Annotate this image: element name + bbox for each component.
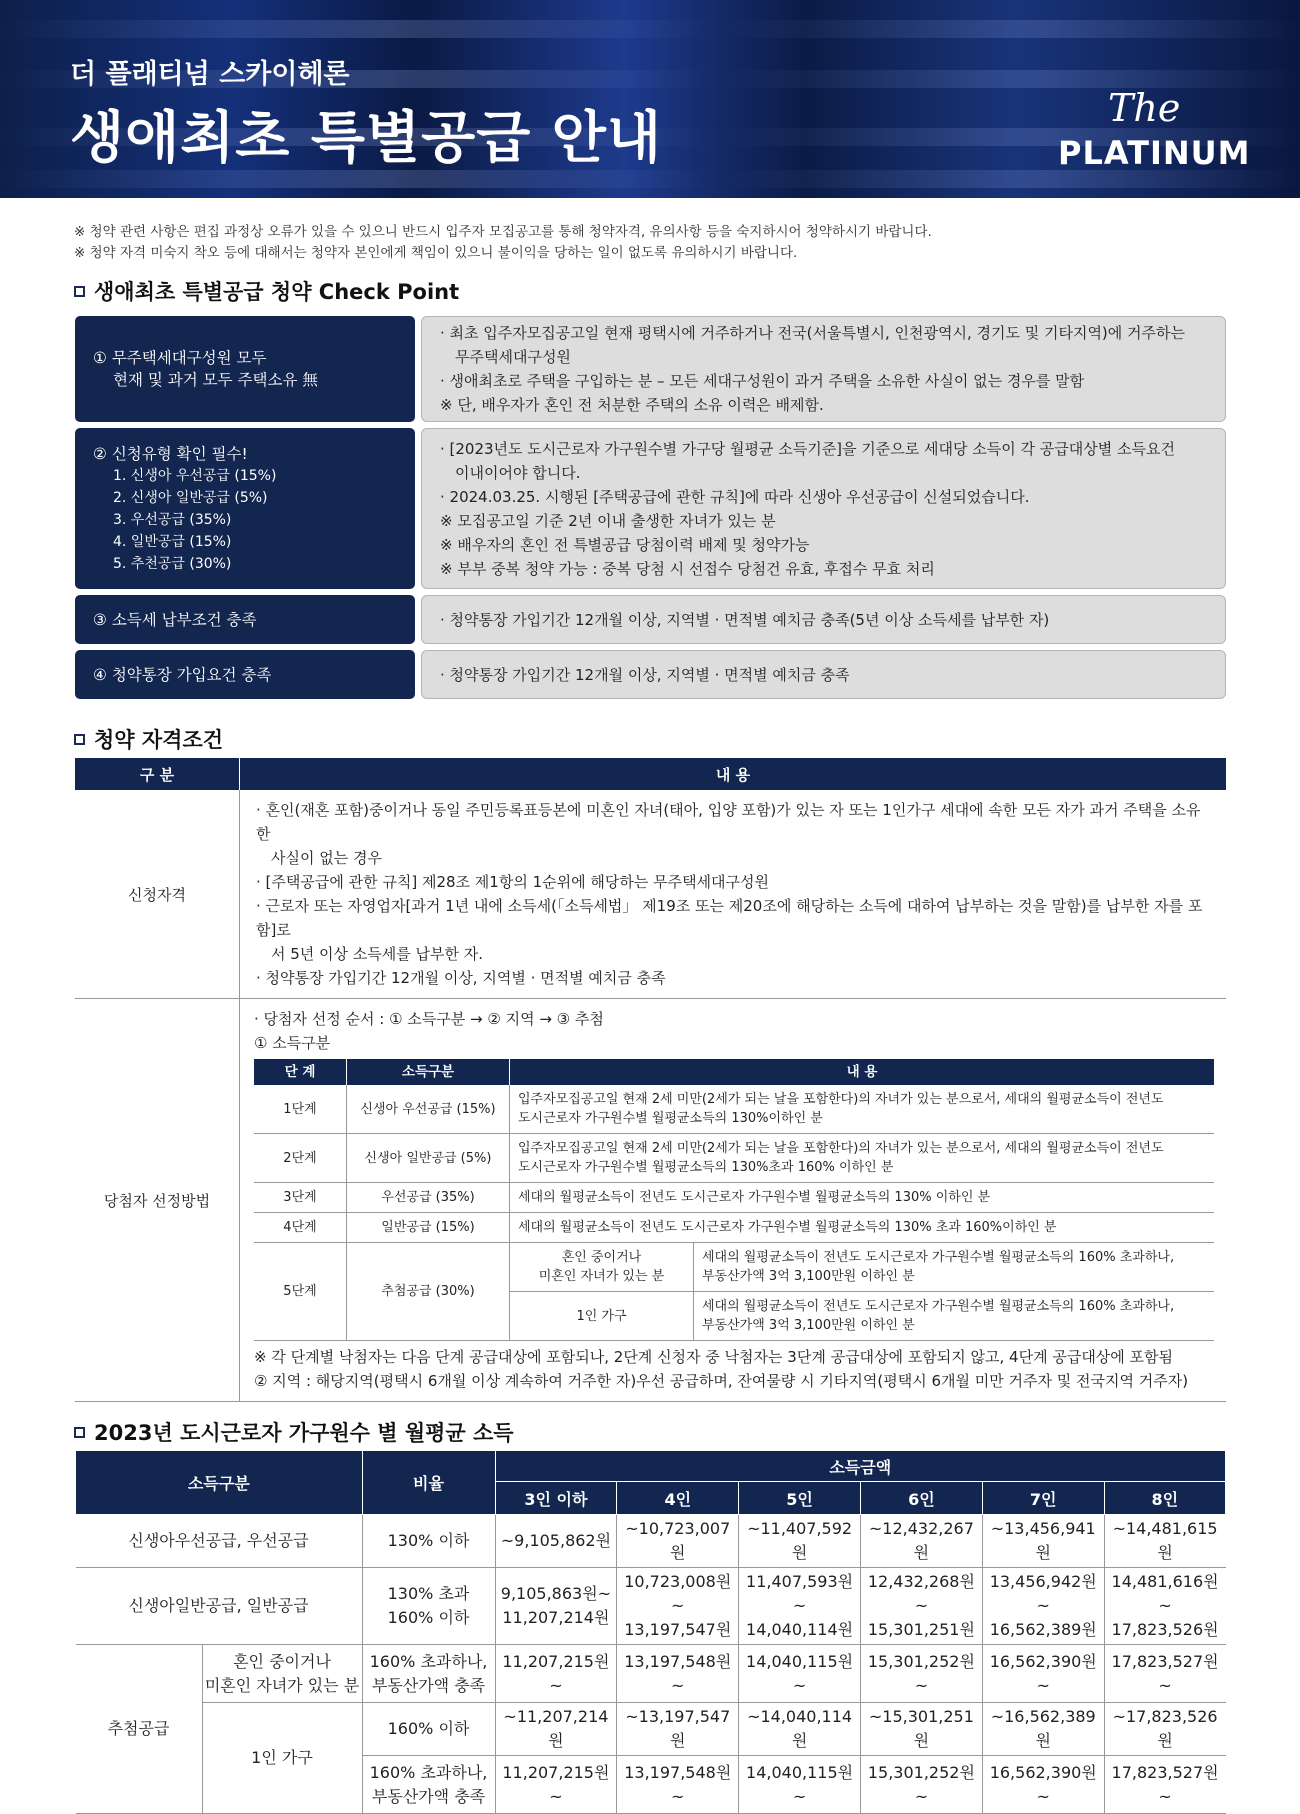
qualification-header-content: 내 용 <box>240 758 1227 790</box>
income-value: 17,823,527원~ <box>1104 1645 1225 1703</box>
income-value: 13,197,548원~ <box>617 1756 739 1814</box>
income-value-line: 13,197,547원 <box>624 1620 732 1639</box>
table-row <box>76 1568 1226 1645</box>
logo-platinum: PLATINUM <box>1058 134 1251 172</box>
income-header-ratio: 비율 <box>362 1451 495 1515</box>
qualification-header-category: 구 분 <box>75 758 240 790</box>
stage-type: 추첨공급 (30%) <box>347 1243 510 1341</box>
income-row-label: 1인 가구 <box>202 1703 362 1814</box>
income-value: 14,040,115원~ <box>739 1756 861 1814</box>
qualification-line: · [주택공급에 관한 규칙] 제28조 제1항의 1순위에 해당하는 무주택세대구성원 <box>256 873 770 891</box>
income-value: ~14,040,114원 <box>739 1703 861 1756</box>
income-ratio-line: 130% 초과 <box>387 1584 470 1603</box>
income-value-line: 14,481,616원~ <box>1111 1572 1219 1615</box>
checkpoint-type-item: 1. 신생아 우선공급 (15%) <box>113 467 277 484</box>
stage-header-content: 내 용 <box>510 1059 1215 1085</box>
section-heading-text: 2023년 도시근로자 가구원수 별 월평균 소득 <box>94 1421 514 1445</box>
income-value: ~17,823,526원 <box>1104 1703 1225 1756</box>
income-ratio: 130% 이하 <box>362 1515 495 1568</box>
section-heading-checkpoint <box>74 276 459 306</box>
income-value-line: 10,723,008원~ <box>624 1572 732 1615</box>
header-texture <box>0 20 1300 38</box>
section-heading-text: 생애최초 특별공급 청약 Check Point <box>94 280 460 304</box>
income-value: ~9,105,862원 <box>495 1515 617 1568</box>
checkpoint-detail-line: · 최초 입주자모집공고일 현재 평택시에 거주하거나 전국(서울특별시, 인천광역시, 경기도 및 기타지역)에 거주하는 <box>440 324 1186 342</box>
income-header-size: 4인 <box>617 1482 739 1515</box>
checkpoint-label-line: ④ 청약통장 가입요건 충족 <box>93 665 272 684</box>
checkpoint-detail-line: · [2023년도 도시근로자 가구원수별 가구당 월평균 소득기준]을 기준으로 세대당 소득이 각 공급대상별 소득요건 <box>440 439 1175 458</box>
table-row <box>254 1183 1214 1213</box>
income-value: ~12,432,267원 <box>860 1515 982 1568</box>
stage5-sub-desc-line: 부동산가액 3억 3,100만원 이하인 분 <box>702 1269 915 1284</box>
header-subtitle: 더 플래티넘 스카이헤론 <box>70 59 350 90</box>
income-value: ~14,481,615원 <box>1104 1515 1225 1568</box>
income-value: 14,040,115원~ <box>739 1645 861 1703</box>
qualification-line: · 근로자 또는 자영업자[과거 1년 내에 소득세(「소득세법」 제19조 또는 제20조에 해당하는 소득에 대하여 납부하는 것을 말함)를 납부한 자를 포함]로 <box>256 897 1203 939</box>
income-header-size: 6인 <box>860 1482 982 1515</box>
qualification-line: · 혼인(재혼 포함)중이거나 동일 주민등록표등본에 미혼인 자녀(태아, 입양 포함)가 있는 자 또는 1인가구 세대에 속한 모든 자가 과거 주택을 소유한 <box>256 801 1201 843</box>
stage5-sub-desc-line: 세대의 월평균소득이 전년도 도시근로자 가구원수별 월평균소득의 160% 초과하나, <box>702 1299 1175 1314</box>
stage-type: 일반공급 (15%) <box>347 1213 510 1243</box>
income-value-line: 14,040,114원 <box>746 1620 854 1639</box>
checkpoint-detail-line: 이내이어야 합니다. <box>455 463 581 482</box>
income-value: 16,562,390원~ <box>982 1756 1104 1814</box>
checkpoint-label-4 <box>75 650 415 699</box>
stage5-sub-desc <box>694 1243 1215 1292</box>
checkpoint-detail-4 <box>421 650 1226 699</box>
checkpoint-detail-line: · 청약통장 가입기간 12개월 이상, 지역별 · 면적별 예치금 충족 <box>440 665 850 684</box>
page-title: 생애최초 특별공급 안내 <box>70 106 662 171</box>
income-value: ~13,456,941원 <box>982 1515 1104 1568</box>
income-value-line: 9,105,863원~ <box>500 1584 612 1603</box>
income-value: 15,301,252원~ <box>860 1756 982 1814</box>
qualification-line: · 당첨자 선정 순서 : ① 소득구분 → ② 지역 → ③ 추첨 <box>254 1010 604 1028</box>
income-value <box>982 1568 1104 1645</box>
qualification-line: ② 지역 : 해당지역(평택시 6개월 이상 계속하여 거주한 자)우선 공급하며, 잔여물량 시 기타지역(평택시 6개월 미만 거주자 및 전국지역 거주자) <box>254 1372 1189 1390</box>
checkpoint-detail-line: ※ 배우자의 혼인 전 특별공급 당첨이력 배제 및 청약가능 <box>440 535 810 554</box>
qualification-row-content <box>240 999 1227 1402</box>
income-label-line: 혼인 중이거나 <box>233 1651 331 1671</box>
income-value: 17,823,527원~ <box>1104 1756 1225 1814</box>
income-value: ~16,562,389원 <box>982 1703 1104 1756</box>
stage-step: 3단계 <box>254 1183 347 1213</box>
table-row <box>76 1515 1226 1568</box>
checkpoint-detail-line: · 청약통장 가입기간 12개월 이상, 지역별 · 면적별 예치금 충족(5년 이상 소득세를 납부한 자) <box>440 610 1050 629</box>
stage-step: 2단계 <box>254 1134 347 1183</box>
income-header-size: 3인 이하 <box>495 1482 617 1515</box>
income-ratio-line: 160% 초과하나, <box>369 1651 488 1671</box>
checkpoint-label-line: 현재 및 과거 모두 주택소유 無 <box>113 371 318 389</box>
income-value-line: 11,407,593원~ <box>746 1572 854 1615</box>
stage-header-step: 단 계 <box>254 1059 347 1085</box>
income-value: ~15,301,251원 <box>860 1703 982 1756</box>
checkpoint-detail-2 <box>421 428 1226 589</box>
section-heading-text: 청약 자격조건 <box>94 728 224 752</box>
income-ratio-line: 부동산가액 충족 <box>371 1786 486 1806</box>
stage-desc-line: 도시근로자 가구원수별 월평균소득의 130%이하인 분 <box>518 1111 823 1126</box>
section-heading-income <box>74 1417 514 1447</box>
income-header-type: 소득구분 <box>76 1451 363 1515</box>
stage5-sub-desc-line: 부동산가액 3억 3,100만원 이하인 분 <box>702 1318 915 1333</box>
qualification-line: ① 소득구분 <box>254 1034 331 1052</box>
income-value <box>1104 1568 1225 1645</box>
income-value: ~10,723,007원 <box>617 1515 739 1568</box>
income-value-line: 11,207,214원 <box>502 1608 610 1627</box>
table-row <box>254 1085 1214 1134</box>
qualification-row-label: 신청자격 <box>75 790 240 999</box>
income-value <box>495 1568 617 1645</box>
income-header-size: 5인 <box>739 1482 861 1515</box>
checkpoint-label-line: ① 무주택세대구성원 모두 <box>93 349 267 367</box>
income-value: 11,207,215원~ <box>495 1645 617 1703</box>
qualification-row-content <box>240 790 1227 999</box>
income-header-size: 7인 <box>982 1482 1104 1515</box>
stage5-sub-desc-line: 세대의 월평균소득이 전년도 도시근로자 가구원수별 월평균소득의 160% 초과하나, <box>702 1250 1175 1265</box>
income-header-amount: 소득금액 <box>495 1451 1226 1482</box>
income-ratio <box>362 1568 495 1645</box>
income-ratio-line: 160% 이하 <box>387 1608 470 1627</box>
stage-step: 1단계 <box>254 1085 347 1134</box>
checkpoint-label-line: ③ 소득세 납부조건 충족 <box>93 610 257 629</box>
income-value: ~13,197,547원 <box>617 1703 739 1756</box>
income-ratio <box>362 1756 495 1814</box>
income-value: ~11,407,592원 <box>739 1515 861 1568</box>
income-header-size: 8인 <box>1104 1482 1225 1515</box>
table-row <box>76 1645 1226 1703</box>
checkpoint-detail-line: 무주택세대구성원 <box>455 348 571 366</box>
checkpoint-label-1 <box>75 316 415 422</box>
stage-header-type: 소득구분 <box>347 1059 510 1085</box>
checkpoint-label-line: ② 신청유형 확인 필수! <box>93 444 248 463</box>
table-row <box>254 1213 1214 1243</box>
income-row-label: 신생아일반공급, 일반공급 <box>76 1568 363 1645</box>
stage-step: 4단계 <box>254 1213 347 1243</box>
stage5-sub-table <box>510 1243 1214 1340</box>
checkpoint-type-item: 5. 추천공급 (30%) <box>113 555 232 572</box>
income-ratio-line: 부동산가액 충족 <box>371 1675 486 1695</box>
qualification-row-label: 당첨자 선정방법 <box>75 999 240 1402</box>
notice-line: ※ 청약 자격 미숙지 착오 등에 대해서는 청약자 본인에게 책임이 있으니 불이익을 당하는 일이 없도록 유의하시기 바랍니다. <box>74 245 798 261</box>
income-value: 15,301,252원~ <box>860 1645 982 1703</box>
income-value-line: 16,562,389원 <box>989 1620 1097 1639</box>
section-bullet-icon <box>74 1427 85 1438</box>
income-value <box>617 1568 739 1645</box>
table-row <box>254 1134 1214 1183</box>
stage5-sub-desc <box>694 1292 1215 1341</box>
income-ratio-line: 160% 초과하나, <box>369 1762 488 1782</box>
stage-desc-line: 도시근로자 가구원수별 월평균소득의 130%초과 160% 이하인 분 <box>518 1160 894 1175</box>
section-heading-qualification <box>74 724 223 754</box>
income-ratio: 160% 이하 <box>362 1703 495 1756</box>
income-ratio <box>362 1645 495 1703</box>
stage5-sub-label <box>510 1243 694 1292</box>
income-row-label: 신생아우선공급, 우선공급 <box>76 1515 363 1568</box>
income-table <box>75 1450 1226 1814</box>
checkpoint-detail-3 <box>421 595 1226 644</box>
income-value-line: 17,823,526원 <box>1111 1620 1219 1639</box>
income-value-line: 13,456,942원~ <box>989 1572 1097 1615</box>
table-row <box>254 1243 1214 1341</box>
stage-desc: 세대의 월평균소득이 전년도 도시근로자 가구원수별 월평균소득의 130% 이하인 분 <box>510 1183 1215 1213</box>
stage5-sub-cell <box>510 1243 1215 1341</box>
income-value: 16,562,390원~ <box>982 1645 1104 1703</box>
qualification-line: · 청약통장 가입기간 12개월 이상, 지역별 · 면적별 예치금 충족 <box>256 969 666 987</box>
checkpoint-type-item: 4. 일반공급 (15%) <box>113 533 232 550</box>
stage-desc-line: 입주자모집공고일 현재 2세 미만(2세가 되는 날을 포함한다)의 자녀가 있는 분으로서, 세대의 월평균소득이 전년도 <box>518 1141 1164 1156</box>
selection-stage-table <box>254 1059 1214 1341</box>
qualification-line: ※ 각 단계별 낙첨자는 다음 단계 공급대상에 포함되나, 2단계 신청자 중 낙첨자는 3단계 공급대상에 포함되지 않고, 4단계 공급대상에 포함됨 <box>254 1348 1174 1366</box>
checkpoint-label-2 <box>75 428 415 589</box>
stage-desc: 세대의 월평균소득이 전년도 도시근로자 가구원수별 월평균소득의 130% 초과 160%이하인 분 <box>510 1213 1215 1243</box>
checkpoint-label-3 <box>75 595 415 644</box>
checkpoint-detail-line: ※ 단, 배우자가 혼인 전 처분한 주택의 소유 이력은 배제함. <box>440 396 824 414</box>
stage-type: 신생아 우선공급 (15%) <box>347 1085 510 1134</box>
stage-type: 우선공급 (35%) <box>347 1183 510 1213</box>
checkpoint-detail-line: · 2024.03.25. 시행된 [주택공급에 관한 규칙]에 따라 신생아 우선공급이 신설되었습니다. <box>440 487 1030 506</box>
stage5-sub-label: 1인 가구 <box>510 1292 694 1341</box>
notice-block <box>74 222 932 264</box>
stage-desc <box>510 1134 1215 1183</box>
stage-desc-line: 입주자모집공고일 현재 2세 미만(2세가 되는 날을 포함한다)의 자녀가 있는 분으로서, 세대의 월평균소득이 전년도 <box>518 1092 1164 1107</box>
table-row <box>75 790 1226 999</box>
section-bullet-icon <box>74 286 85 297</box>
qualification-line: 서 5년 이상 소득세를 납부한 자. <box>271 945 484 963</box>
qualification-table <box>75 758 1226 1402</box>
checkpoint-detail-line: · 생애최초로 주택을 구입하는 분 – 모든 세대구성원이 과거 주택을 소유한 사실이 없는 경우를 말함 <box>440 372 1085 390</box>
income-row-group-label: 추첨공급 <box>76 1645 203 1814</box>
notice-line: ※ 청약 관련 사항은 편집 과정상 오류가 있을 수 있으니 반드시 입주자 모집공고를 통해 청약자격, 유의사항 등을 숙지하시어 청약하시기 바랍니다. <box>74 224 932 240</box>
stage-step: 5단계 <box>254 1243 347 1341</box>
income-value: 13,197,548원~ <box>617 1645 739 1703</box>
checkpoint-detail-line: ※ 모집공고일 기준 2년 이내 출생한 자녀가 있는 분 <box>440 511 776 530</box>
checkpoint-detail-line: ※ 부부 중복 청약 가능 : 중복 당첨 시 선접수 당첨건 유효, 후접수 무효 처리 <box>440 559 935 578</box>
stage-type: 신생아 일반공급 (5%) <box>347 1134 510 1183</box>
table-row <box>75 999 1226 1402</box>
income-label-line: 미혼인 자녀가 있는 분 <box>204 1675 360 1695</box>
qualification-line: 사실이 없는 경우 <box>271 849 382 867</box>
income-row-label <box>202 1645 362 1703</box>
income-value <box>860 1568 982 1645</box>
stage-desc <box>510 1085 1215 1134</box>
stage5-sub-label-line: 혼인 중이거나 <box>561 1250 642 1265</box>
income-value-line: 15,301,251원 <box>867 1620 975 1639</box>
checkpoint-detail-1 <box>421 316 1226 422</box>
income-value: 11,207,215원~ <box>495 1756 617 1814</box>
income-value <box>739 1568 861 1645</box>
income-value: ~11,207,214원 <box>495 1703 617 1756</box>
stage5-sub-label-line: 미혼인 자녀가 있는 분 <box>538 1269 665 1284</box>
income-value-line: 12,432,268원~ <box>867 1572 975 1615</box>
table-row <box>76 1703 1226 1756</box>
checkpoint-type-item: 2. 신생아 일반공급 (5%) <box>113 489 268 506</box>
section-bullet-icon <box>74 734 85 745</box>
checkpoint-type-item: 3. 우선공급 (35%) <box>113 511 232 528</box>
header-banner <box>0 0 1300 198</box>
logo-the: The <box>1108 86 1181 130</box>
